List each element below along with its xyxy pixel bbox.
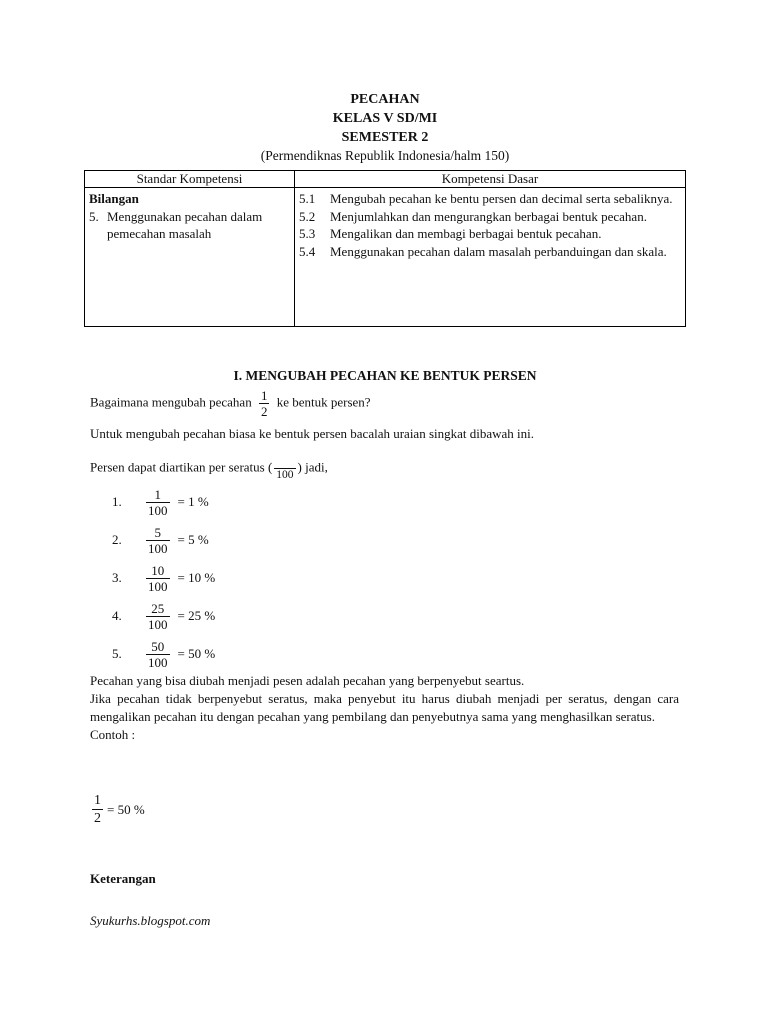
standard-text: Menggunakan pecahan dalam pemecahan masalah <box>107 208 263 241</box>
example-equation <box>88 792 145 827</box>
question-line <box>90 388 371 419</box>
list-number: 5. <box>112 646 122 661</box>
basic-text: Menggunakan pecahan dalam masalah perbanduingan dan skala. <box>330 243 667 259</box>
class-line: KELAS V SD/MI <box>332 111 438 126</box>
example-fraction <box>146 487 170 518</box>
fraction-numerator: 1 <box>94 793 101 808</box>
paragraph-line: Jika pecahan tidak berpenyebut seratus, maka penyebut itu harus diubah menjadi per seratus, dengan cara mengalikan pecahan itu dengan pecahan yang pembilang dan penyebutnya sama yang menghasilkan seratus. <box>90 691 679 724</box>
standard-cell <box>85 188 295 327</box>
fraction-numerator: 10 <box>151 562 165 578</box>
basic-cell <box>295 188 686 327</box>
fraction-numerator <box>281 455 288 468</box>
fraction-denominator: 2 <box>260 404 268 419</box>
basic-number: 5.2 <box>299 208 316 224</box>
question-text-before: Bagaimana mengubah pecahan <box>90 394 252 410</box>
list-item <box>112 483 215 521</box>
doc-title: PECAHAN <box>350 92 420 107</box>
fraction-denominator: 100 <box>148 616 168 632</box>
fraction-numerator: 5 <box>154 524 161 540</box>
fraction-numerator: 25 <box>151 600 165 616</box>
fraction-denominator: 100 <box>276 469 294 481</box>
basic-number: 5.3 <box>299 226 316 241</box>
fraction-numerator: 1 <box>154 486 161 502</box>
competency-table <box>84 170 686 327</box>
list-number: 3. <box>112 570 122 585</box>
example-fraction <box>146 525 170 556</box>
list-number: 2. <box>112 532 122 547</box>
definition-text-before: Persen dapat diartikan per seratus ( <box>90 459 273 475</box>
example-result: = 50 % <box>107 801 145 817</box>
fraction-numerator: 50 <box>151 638 165 654</box>
explanation-paragraph <box>90 672 679 744</box>
example-fraction <box>146 601 170 632</box>
header-kompetensi-dasar: Kompetensi Dasar <box>295 171 686 188</box>
intro-line: Untuk mengubah pecahan biasa ke bentuk persen bacalah uraian singkat dibawah ini. <box>90 426 535 441</box>
standard-item <box>89 208 290 243</box>
area-label: Bilangan <box>89 191 139 206</box>
percent-examples-list <box>112 483 215 673</box>
footer-link[interactable]: Syukurhs.blogspot.com <box>90 913 211 928</box>
example-fraction <box>146 563 170 594</box>
basic-item <box>299 208 681 226</box>
list-number: 1. <box>112 494 122 509</box>
example-result: = 10 % <box>177 570 216 585</box>
basic-item <box>299 243 681 261</box>
list-item <box>112 559 215 597</box>
list-item <box>112 635 215 673</box>
keterangan-heading: Keterangan <box>90 871 156 886</box>
list-item <box>112 597 215 635</box>
fraction-numerator: 1 <box>260 388 268 403</box>
basic-text: Mengubah pecahan ke bentu persen dan decimal serta sebaliknya. <box>330 191 673 206</box>
paragraph-line: Pecahan yang bisa diubah menjadi pesen adalah pecahan yang berpenyebut seartus. <box>90 673 525 688</box>
basic-number: 5.1 <box>299 191 316 206</box>
fraction-denominator: 100 <box>148 502 168 518</box>
paragraph-line: Contoh : <box>90 727 136 742</box>
fraction-denominator: 100 <box>148 578 168 594</box>
header-standar-kompetensi: Standar Kompetensi <box>85 171 295 188</box>
fraction-denominator: 100 <box>148 654 168 670</box>
example-result: = 25 % <box>177 608 216 623</box>
basic-number: 5.4 <box>299 243 316 259</box>
definition-line <box>90 455 328 482</box>
section-title: I. MENGUBAH PECAHAN KE BENTUK PERSEN <box>233 368 537 383</box>
basic-text: Menjumlahkan dan mengurangkan berbagai bentuk pecahan. <box>330 208 647 224</box>
definition-fraction <box>274 455 295 482</box>
standard-number: 5. <box>89 208 99 224</box>
example-result: = 50 % <box>177 646 216 661</box>
fraction-denominator: 100 <box>148 540 168 556</box>
example-result: = 1 % <box>177 494 209 509</box>
example-fraction <box>146 639 170 670</box>
list-number: 4. <box>112 608 122 623</box>
basic-item <box>299 225 681 243</box>
basic-item <box>299 190 681 208</box>
list-item <box>112 521 215 559</box>
source-line: (Permendiknas Republik Indonesia/halm 150) <box>260 148 510 163</box>
fraction-denominator: 2 <box>94 811 101 826</box>
question-fraction <box>259 388 270 419</box>
definition-text-after: ) jadi, <box>297 459 328 475</box>
question-text-after: ke bentuk persen? <box>276 394 371 410</box>
example-result: = 5 % <box>177 532 209 547</box>
title-block <box>84 90 686 165</box>
example-fraction <box>92 792 103 827</box>
semester-line: SEMESTER 2 <box>341 130 429 145</box>
basic-text: Mengalikan dan membagi berbagai bentuk pecahan. <box>330 226 602 241</box>
